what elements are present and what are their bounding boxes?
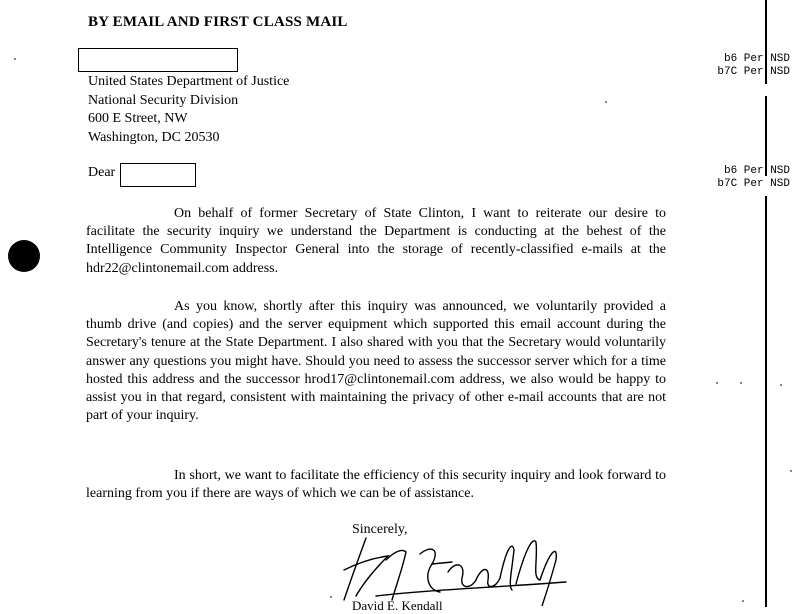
margin-rule <box>765 196 767 607</box>
exemption-code: b7C Per NSD <box>717 66 790 78</box>
exemption-code: b7C Per NSD <box>717 178 790 190</box>
letter-heading: BY EMAIL AND FIRST CLASS MAIL <box>88 14 348 30</box>
scan-speck <box>742 600 744 602</box>
signature-name: David E. Kendall <box>352 598 443 613</box>
paragraph-3 <box>86 467 666 503</box>
closing: Sincerely, <box>352 522 408 537</box>
address-line: Washington, DC 20530 <box>88 129 220 145</box>
exemption-code: b6 Per NSD <box>723 165 790 177</box>
paragraph-text: On behalf of former Secretary of State Clinton, I want to reiterate our desire to facilitate the security inquiry we understand the Department is conducting at the behest of the Intelligence Community Inspector General into the storage of recently-classified e-mails at the hdr22@clintonemail.com address. <box>86 206 666 276</box>
margin-rule <box>765 96 767 176</box>
paragraph-1 <box>86 205 666 278</box>
scan-speck <box>716 382 718 384</box>
scan-speck <box>790 470 792 472</box>
address-line: National Security Division <box>88 92 239 108</box>
paragraph-text: In short, we want to facilitate the efficiency of this security inquiry and look forward to learning from you if there are ways of which we can be of assistance. <box>86 468 666 502</box>
redaction-box-salutation <box>120 163 196 187</box>
paragraph-2 <box>86 298 666 425</box>
recipient-address <box>88 73 289 147</box>
redaction-box-recipient <box>78 48 238 72</box>
exemption-code-block <box>717 53 790 79</box>
address-line: United States Department of Justice <box>88 74 290 89</box>
scan-speck <box>330 596 332 598</box>
exemption-code-block <box>717 165 790 191</box>
signature-image <box>336 530 576 606</box>
scan-speck <box>14 58 16 60</box>
hole-punch-dot <box>8 240 40 272</box>
salutation: Dear <box>88 165 116 180</box>
scan-speck <box>605 101 607 103</box>
scan-speck <box>740 382 742 384</box>
paragraph-text: As you know, shortly after this inquiry was announced, we voluntarily provided a thumb drive (and copies) and the server equipment which supported this email account during the Secretary's tenure at the State Department. I also shared with you that the Secretary would voluntarily answer any questions you might have. Should you need to assess the successor server which for a time hosted this address and the successor hrod17@clintonemail.com address, we also would be happy to assist you in that regard, consistent with maintaining the privacy of other e-mail accounts that are not part of your inquiry. <box>86 299 666 424</box>
scan-speck <box>780 384 782 386</box>
address-line: 600 E Street, NW <box>88 111 188 126</box>
exemption-code: b6 Per NSD <box>723 53 790 65</box>
